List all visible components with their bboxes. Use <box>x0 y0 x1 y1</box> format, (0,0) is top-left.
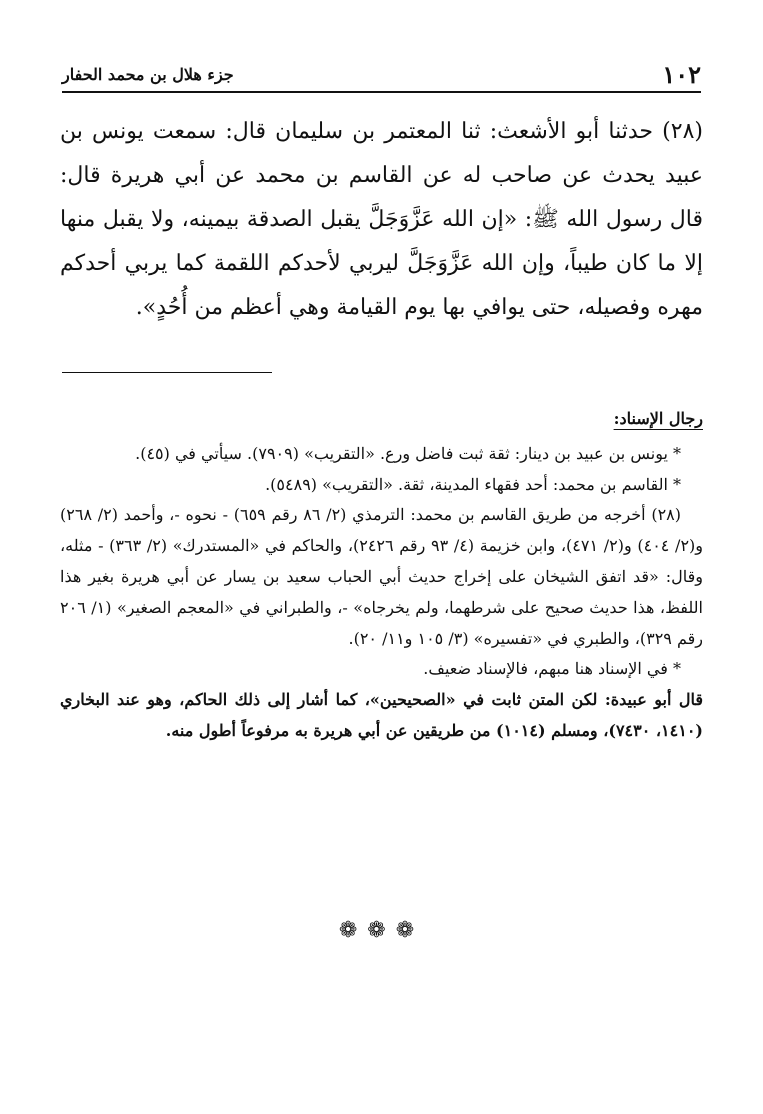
note-qasim: * القاسم بن محمد: أحد فقهاء المدينة، ثقة. «التقريب» (٥٤٨٩). <box>265 474 681 494</box>
note-takhrij: (٢٨) أخرجه من طريق القاسم بن محمد: الترمذي (٢/ ٨٦ رقم ٦٥٩) - نحوه -، وأحمد (٢/ ٢٦٨) و(٢/ ٤٠٤) و(٢/ ٤٧١)، وابن خزيمة (٤/ ٩٣ رقم ٢٤٢٦)، والحاكم في «المستدرك» (٢/ ٣٦٣) - مثله، وقال: «قد اتفق الشيخان على إخراج حديث أبي الحباب سعيد بن يسار عن أبي هريرة بغير هذا اللفظ، هذا حديث صحيح على شرطهما، ولم يخرجاه» -، والطبراني في «المعجم الصغير» (١/ ٢٠٦ رقم ٣٢٩)، والطبري في «تفسيره» (٣/ ١٠٥ و١١/ ٢٠). <box>60 505 703 648</box>
footnotes <box>60 404 703 747</box>
page-number: ١٠٢ <box>662 59 701 89</box>
header-rule <box>62 91 701 93</box>
notes-heading: رجال الإسناد: <box>613 409 703 428</box>
note-isnad-weak: * في الإسناد هنا مبهم، فالإسناد ضعيف. <box>423 659 681 679</box>
page-header <box>62 58 701 90</box>
section-end-ornaments: ❁❁❁ <box>338 918 425 943</box>
note-abu-ubaida: قال أبو عبيدة: لكن المتن ثابت في «الصحيحين»، كما أشار إلى ذلك الحاكم، وهو عند البخاري (١٤١٠، ٧٤٣٠)، ومسلم (١٠١٤) من طريقين عن أبي هريرة به مرفوعاً أطول منه. <box>60 690 703 740</box>
running-title: جزء هلال بن محمد الحفار <box>62 64 234 84</box>
footnote-separator <box>62 372 272 373</box>
hadith-text <box>60 110 703 330</box>
note-yunus: * يونس بن عبيد بن دينار: ثقة ثبت فاضل ورع. «التقريب» (٧٩٠٩). سيأتي في (٤٥). <box>135 443 681 463</box>
hadith-paragraph: (٢٨) حدثنا أبو الأشعث: ثنا المعتمر بن سليمان قال: سمعت يونس بن عبيد يحدث عن صاحب له عن القاسم بن محمد عن أبي هريرة قال: قال رسول الله ﷺ: «إن الله عَزَّوَجَلَّ يقبل الصدقة بيمينه، ولا يقبل منها إلا ما كان طيباً، وإن الله عَزَّوَجَلَّ ليربي لأحدكم اللقمة كما يربي أحدكم مهره وفصيله، حتى يوافي بها يوم القيامة وهي أعظم من أُحُدٍ». <box>60 119 703 320</box>
